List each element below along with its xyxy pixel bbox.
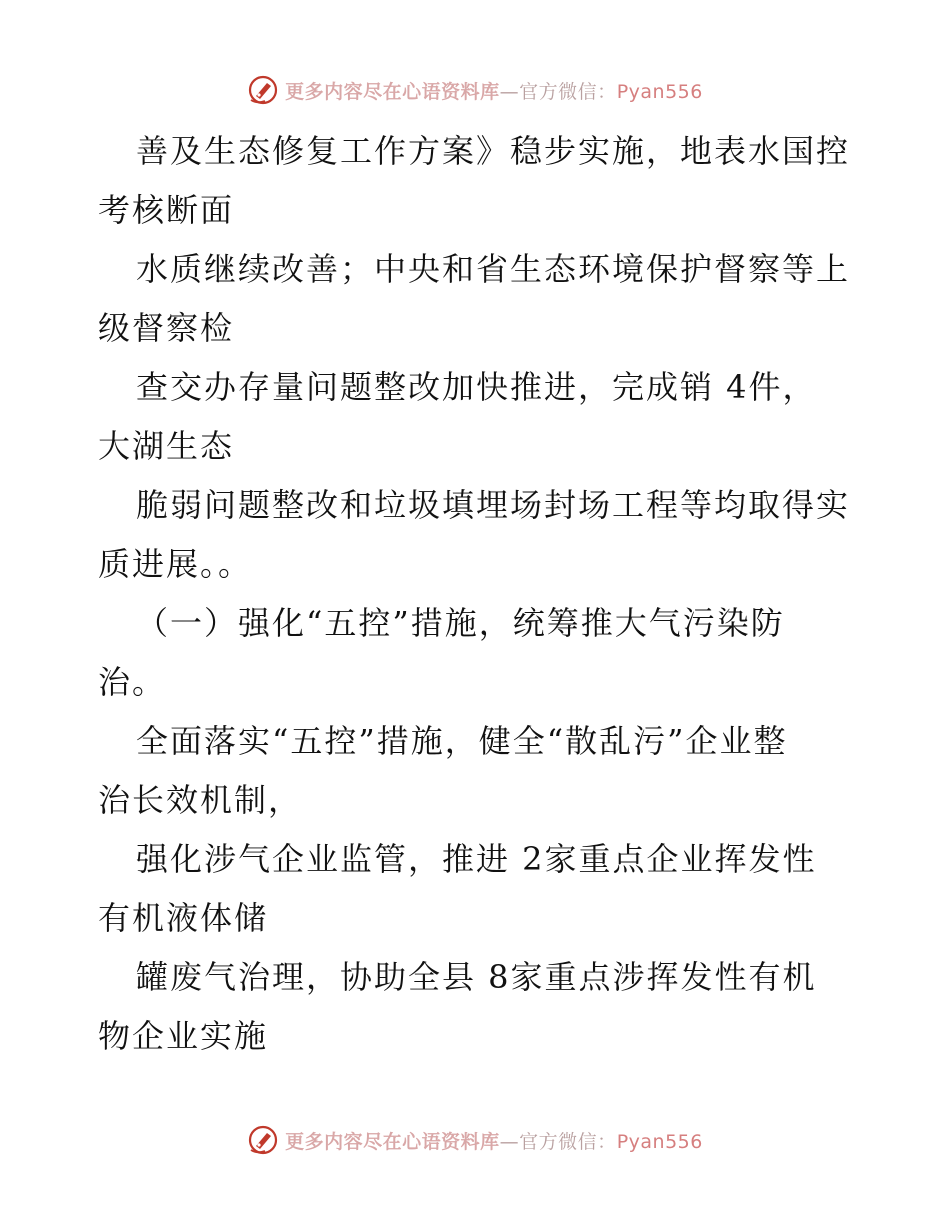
text-line: 治长效机制， <box>98 781 303 819</box>
text-line: 考核断面 <box>98 191 235 229</box>
text-line: 强化涉气企业监管，推进 2家重点企业挥发性 <box>136 840 817 878</box>
text-line: 质进展。。 <box>98 545 253 583</box>
header-watermark <box>0 70 950 110</box>
footer-watermark <box>0 1120 950 1160</box>
watermark-label: —官方微信： <box>499 80 617 103</box>
text-line: 大湖生态 <box>98 427 235 465</box>
watermark-brand: 更多内容尽在心语资料库 <box>285 1130 500 1153</box>
text-line: 脆弱问题整改和垃圾填埋场封场工程等均取得实 <box>136 486 851 524</box>
text-line: 全面落实“五控”措施，健全“散乱污”企业整 <box>136 722 788 760</box>
watermark-brand: 更多内容尽在心语资料库 <box>285 80 500 103</box>
watermark-label: —官方微信： <box>499 1130 617 1153</box>
pen-nib-circle-icon <box>247 1124 279 1156</box>
document-body <box>98 122 858 1066</box>
watermark-text <box>285 1127 703 1154</box>
text-line: 物企业实施 <box>98 1017 269 1055</box>
text-line: 有机液体储 <box>98 899 269 937</box>
text-line: 善及生态修复工作方案》稳步实施，地表水国控 <box>136 132 851 170</box>
pen-nib-circle-icon <box>247 74 279 106</box>
section-heading: （一）强化“五控”措施，统筹推大气污染防 <box>136 604 785 642</box>
text-line: 治。 <box>98 663 167 701</box>
text-line: 级督察检 <box>98 309 235 347</box>
text-line: 水质继续改善；中央和省生态环境保护督察等上 <box>136 250 851 288</box>
watermark-id: Pyan556 <box>616 80 703 103</box>
text-line: 查交办存量问题整改加快推进，完成销 4件， <box>136 368 817 406</box>
watermark-text <box>285 77 703 104</box>
watermark-id: Pyan556 <box>616 1130 703 1153</box>
text-line: 罐废气治理，协助全县 8家重点涉挥发性有机 <box>136 958 817 996</box>
